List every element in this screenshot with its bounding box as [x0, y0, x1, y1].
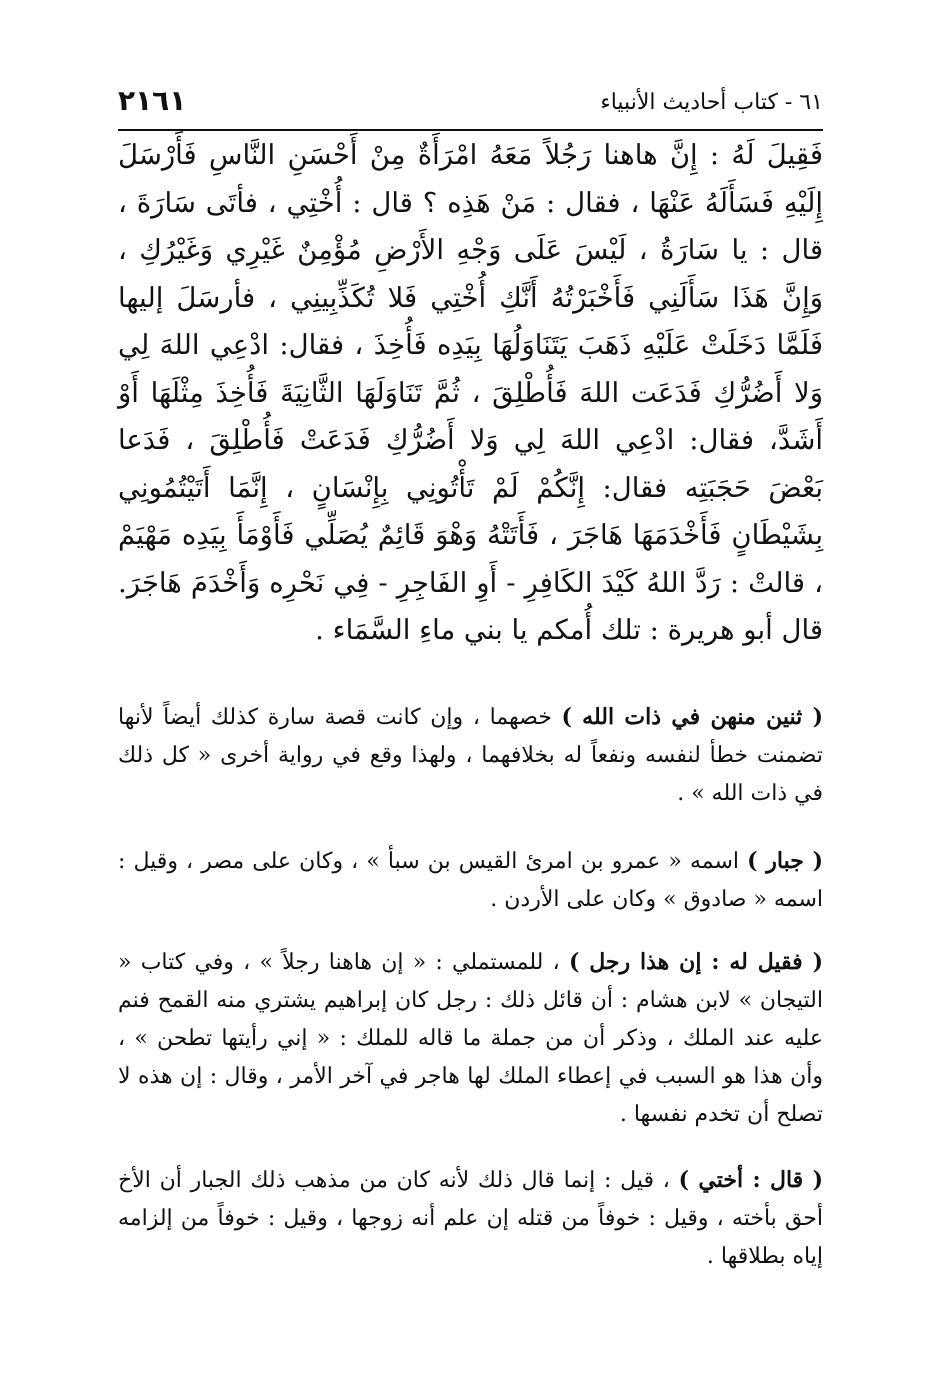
page-header [118, 84, 823, 124]
commentary-paragraph [118, 698, 823, 813]
commentary-text: اسمه « عمرو بن امرئ القيس بن سبأ » ، وكان على مصر ، وقيل : اسمه « صادوق » وكان على الأردن . [118, 849, 823, 912]
commentary-text: خصهما ، وإن كانت قصة سارة كذلك أيضاً لأنها تضمنت خطأ لنفسه ونفعاً له بخلافهما ، ولهذا وقع في رواية أخرى « كل ذلك في ذات الله » . [118, 705, 823, 806]
commentary-keyword: ( قال : أختي ) [678, 1167, 824, 1193]
commentary-keyword: ( فقيل له : إن هذا رجل ) [568, 949, 824, 975]
commentary-keyword: ( ثنين منهن في ذات الله ) [561, 704, 823, 730]
hadith-text: فَقِيلَ لَهُ : إِنَّ هاهنا رَجُلاً مَعَهُ امْرَأَةٌ مِنْ أَحْسَنِ النَّاسِ فَأَرْسَلَ إِلَيْهِ فَسَأَلَهُ عَنْهَا ، فقال : مَنْ هَذِه ؟ قال : أُخْتِي ، فأتَى سَارَةَ ، قال : يا سَارَةُ ، لَيْسَ عَلَى وَجْهِ الأَرْضِ مُؤْمِنٌ غَيْرِي وَغَيْرُكِ ، وَإِنَّ هَذَا سَأَلَنِي فَأَخْبَرْتُهُ أَنَّكِ أُخْتِي فَلا تُكَذِّبِينِي ، فأرسَلَ إليها فَلَمَّا دَخَلَتْ عَلَيْهِ ذَهَبَ يَتَنَاوَلُهَا بِيَدِه فَأُخِذَ ، فقال: ادْعِي اللهَ لِي وَلا أَضُرُّكِ فَدَعَت اللهَ فَأُطْلِقَ ، ثُمَّ تَنَاوَلَهَا الثَّانِيَةَ فَأُخِذَ مِثْلَهَا أَوْ أَشَدَّ، فقال: ادْعِي اللهَ لِي وَلا أَضُرُّكِ فَدَعَتْ فَأُطْلِقَ ، فَدَعا بَعْضَ حَجَبَتِه فقال: إِنَّكُمْ لَمْ تَأْتُونِي بِإِنْسَانٍ ، إِنَّمَا أَتَيْتُمُونِي بِشَيْطَانٍ فَأَخْدَمَهَا هَاجَرَ ، فَأَتَتْهُ وَهْوَ قَائِمٌ يُصَلِّي فَأَوْمَأَ بِيَدِه مَهْيَمْ ، قالتْ : رَدَّ اللهُ كَيْدَ الكَافِرِ - أَوِ الفَاجِرِ - فِي نَحْرِه وَأَخْدَمَ هَاجَرَ. قال أبو هريرة : تلك أُمكم يا بني ماءِ السَّمَاء . [118, 139, 823, 646]
commentary-text: ، قيل : إنما قال ذلك لأنه كان من مذهب ذلك الجبار أن الأخ أحق بأخته ، وقيل : خوفاً من قتله إن علم أنه زوجها ، وقيل : خوفاً من إلزامه إياه بطلاقها . [118, 1168, 823, 1269]
commentary-paragraph [118, 1161, 823, 1276]
commentary-keyword: ( جبار ) [747, 848, 824, 874]
header-rule [118, 129, 823, 131]
commentary-paragraph [118, 842, 823, 919]
commentary-text: ، للمستملي : « إن هاهنا رجلاً » ، وفي كتاب « التيجان » لابن هشام : أن قائل ذلك : رجل كان إبراهيم يشتري منه القمح فنم عليه عند الملك ، وذكر أن من جملة ما قاله للملك : « إني رأيتها تطحن » ، وأن هذا هو السبب في إعطاء الملك لها هاجر في آخر الأمر ، وقال : إن هذه لا تصلح أن تخدم نفسها . [118, 950, 824, 1127]
page-number: ٢١٦١ [118, 84, 187, 117]
chapter-title: ٦١ - كتاب أحاديث الأنبياء [600, 90, 823, 115]
commentary-paragraph [118, 943, 823, 1134]
